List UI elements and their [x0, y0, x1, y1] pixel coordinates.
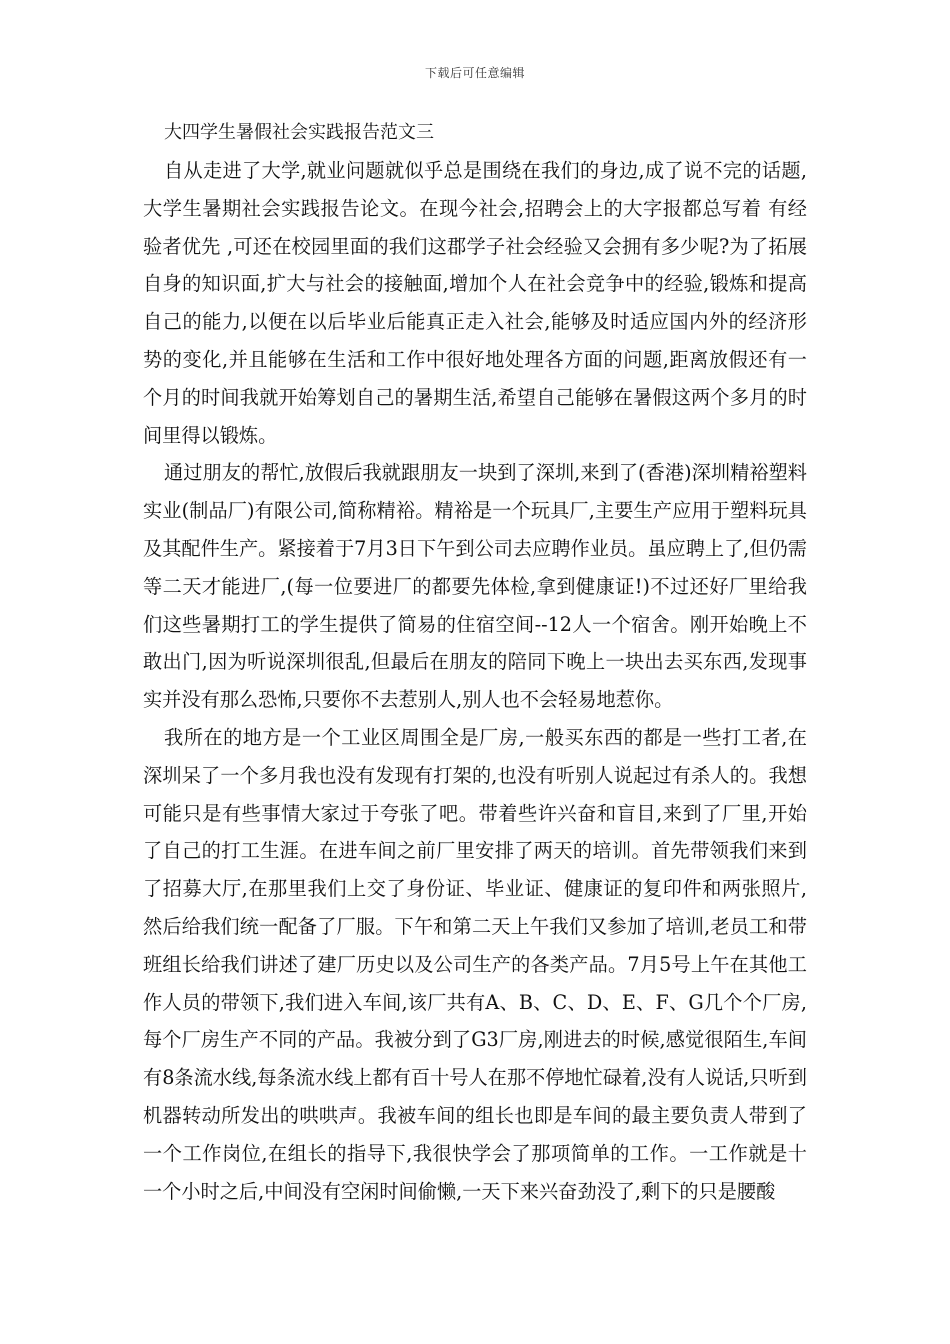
document-title: 大四学生暑假社会实践报告范文三 — [164, 122, 434, 143]
paragraph-1: 自从走进了大学,就业问题就似乎总是围绕在我们的身边,成了说不完的话题,大学生暑期社会实践报告论文。在现今社会,招聘会上的大字报都总写着 有经验者优先 ,可还在校园里面的我们这郡学子社会经验又会拥有多少呢?为了拓展自身的知识面,扩大与社会的接触面,增加个人在社会竞争中的经验,锻炼和提高自己的能力,以便在以后毕业后能真正走入社会,能够及时适应国内外的经济形势的变化,并且能够在生活和工作中很好地处理各方面的问题,距离放假还有一个月的时间我就开始筹划自己的暑期生活,希望自己能够在暑假这两个多月的时间里得以锻炼。 — [143, 159, 807, 447]
document-body — [143, 114, 807, 1210]
paragraph-2: 通过朋友的帮忙,放假后我就跟朋友一块到了深圳,来到了(香港)深圳精裕塑料实业(制品厂)有限公司,简称精裕。精裕是一个玩具厂,主要生产应用于塑料玩具及其配件生产。紧接着于7月3日下午到公司去应聘作业员。虽应聘上了,但仍需等二天才能进厂,(每一位要进厂的都要先体检,拿到健康证!)不过还好厂里给我们这些暑期打工的学生提供了简易的住宿空间--12人一个宿舍。刚开始晚上不敢出门,因为听说深圳很乱,但最后在朋友的陪同下晚上一块出去买东西,发现事实并没有那么恐怖,只要你不去惹别人,别人也不会轻易地惹你。 — [143, 461, 807, 712]
header-note: 下载后可任意编辑 — [424, 66, 525, 80]
paragraph-3: 我所在的地方是一个工业区周围全是厂房,一般买东西的都是一些打工者,在深圳呆了一个多月我也没有发现有打架的,也没有听别人说起过有杀人的。我想可能只是有些事情大家过于夸张了吧。带着些许兴奋和盲目,来到了厂里,开始了自己的打工生涯。在进车间之前厂里安排了两天的培训。首先带领我们来到了招募大厅,在那里我们上交了身份证、毕业证、健康证的复印件和两张照片,然后给我们统一配备了厂服。下午和第二天上午我们又参加了培训,老员工和带班组长给我们讲述了建厂历史以及公司生产的各类产品。7月5号上午在其他工作人员的带领下,我们进入车间,该厂共有A、B、C、D、E、F、G几个个厂房,每个厂房生产不同的产品。我被分到了G3厂房,刚进去的时候,感觉很陌生,车间有8条流水线,每条流水线上都有百十号人在那不停地忙碌着,没有人说话,只听到机器转动所发出的哄哄声。我被车间的组长也即是车间的最主要负责人带到了一个工作岗位,在组长的指导下,我很快学会了那项简单的工作。一工作就是十一个小时之后,中间没有空闲时间偷懒,一天下来兴奋劲没了,剩下的只是腰酸 — [143, 725, 807, 1203]
